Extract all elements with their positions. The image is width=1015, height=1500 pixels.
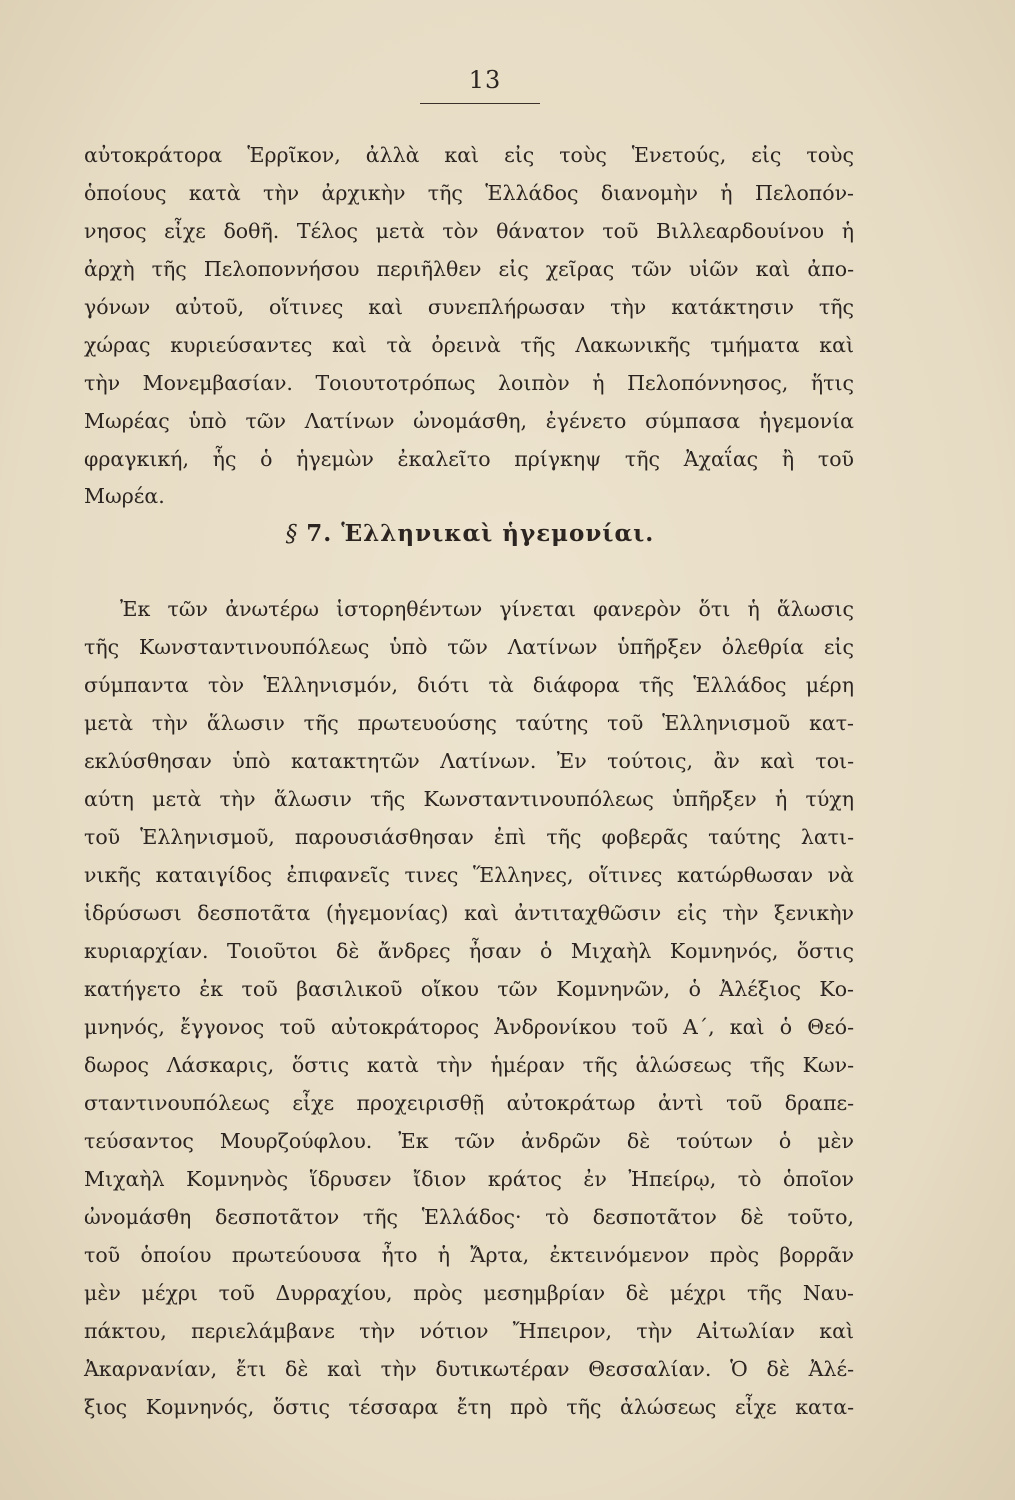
text-line: γόνων αὐτοῦ, οἵτινες καὶ συνεπλήρωσαν τὴν κατάκτησιν τῆς	[84, 295, 854, 319]
text-line: ὠνομάσθη δεσποτᾶτον τῆς Ἑλλάδος· τὸ δεσποτᾶτον δὲ τοῦτο,	[84, 1205, 854, 1229]
text-line: μετὰ τὴν ἅλωσιν τῆς πρωτευούσης ταύτης τοῦ Ἑλληνισμοῦ κατ-	[84, 711, 854, 735]
text-line: κατήγετο ἐκ τοῦ βασιλικοῦ οἴκου τῶν Κομνηνῶν, ὁ Ἀλέξιος Κο-	[84, 977, 854, 1001]
text-line: Μιχαὴλ Κομνηνὸς ἵδρυσεν ἴδιον κράτος ἐν Ἠπείρῳ, τὸ ὁποῖον	[84, 1167, 854, 1191]
text-line: χώρας κυριεύσαντες καὶ τὰ ὀρεινὰ τῆς Λακωνικῆς τμήματα καὶ	[84, 333, 854, 357]
section-heading	[0, 520, 940, 547]
text-line: τοῦ Ἑλληνισμοῦ, παρουσιάσθησαν ἐπὶ τῆς φοβερᾶς ταύτης λατι-	[84, 825, 854, 849]
text-line: σταντινουπόλεως εἶχε προχειρισθῇ αὐτοκράτωρ ἀντὶ τοῦ δραπε-	[84, 1091, 854, 1115]
text-line: Ἀκαρνανίαν, ἔτι δὲ καὶ τὴν δυτικωτέραν Θεσσαλίαν. Ὁ δὲ Ἀλέ-	[84, 1357, 854, 1381]
text-line: ξιος Κομνηνός, ὅστις τέσσαρα ἔτη πρὸ τῆς ἁλώσεως εἶχε κατα-	[84, 1395, 854, 1419]
section-sign: §	[285, 521, 299, 547]
text-line: μὲν μέχρι τοῦ Δυρραχίου, πρὸς μεσημβρίαν δὲ μέχρι τῆς Ναυ-	[84, 1281, 854, 1305]
text-line: τοῦ ὁποίου πρωτεύουσα ἦτο ἡ Ἄρτα, ἐκτεινόμενον πρὸς βορρᾶν	[84, 1243, 854, 1267]
text-line: ἀρχὴ τῆς Πελοποννήσου περιῆλθεν εἰς χεῖρας τῶν υἱῶν καὶ ἀπο-	[84, 257, 854, 281]
text-line: ἱδρύσωσι δεσποτᾶτα (ἡγεμονίας) καὶ ἀντιταχθῶσιν εἰς τὴν ξενικὴν	[84, 901, 854, 925]
section-number: 7.	[306, 520, 333, 547]
text-line: νικῆς καταιγίδος ἐπιφανεῖς τινες Ἕλληνες, οἵτινες κατώρθωσαν νὰ	[84, 863, 854, 887]
text-line: μνηνός, ἔγγονος τοῦ αὐτοκράτορος Ἀνδρονίκου τοῦ Α΄, καὶ ὁ Θεό-	[84, 1015, 854, 1039]
text-line: τὴν Μονεμβασίαν. Τοιουτοτρόπως λοιπὸν ἡ Πελοπόννησος, ἥτις	[84, 371, 854, 395]
text-line: δωρος Λάσκαρις, ὅστις κατὰ τὴν ἡμέραν τῆς ἁλώσεως τῆς Κων-	[84, 1053, 854, 1077]
text-line: τεύσαντος Μουρζούφλου. Ἐκ τῶν ἀνδρῶν δὲ τούτων ὁ μὲν	[84, 1129, 854, 1153]
text-line: Ἐκ τῶν ἀνωτέρω ἱστορηθέντων γίνεται φανερὸν ὅτι ἡ ἅλωσις	[120, 597, 854, 621]
text-line: τῆς Κωνσταντινουπόλεως ὑπὸ τῶν Λατίνων ὑπῆρξεν ὀλεθρία εἰς	[84, 635, 854, 659]
section-title: Ἑλληνικαὶ ἡγεμονίαι.	[341, 520, 655, 547]
text-line: αύτη μετὰ τὴν ἅλωσιν τῆς Κωνσταντινουπόλεως ὑπῆρξεν ἡ τύχη	[84, 787, 854, 811]
text-line: ὁποίους κατὰ τὴν ἀρχικὴν τῆς Ἑλλάδος διανομὴν ἡ Πελοπόν-	[84, 181, 854, 205]
text-line: φραγκική, ἧς ὁ ἡγεμὼν ἐκαλεῖτο πρίγκηψ τῆς Ἀχαΐας ἢ τοῦ	[84, 447, 854, 471]
text-line: αὐτοκράτορα Ἑρρῖκον, ἀλλὰ καὶ εἰς τοὺς Ἑνετούς, εἰς τοὺς	[84, 143, 854, 167]
text-line: Μωρέας ὑπὸ τῶν Λατίνων ὠνομάσθη, ἐγένετο σύμπασα ἡγεμονία	[84, 409, 854, 433]
text-line: νησος εἶχε δοθῆ. Τέλος μετὰ τὸν θάνατον τοῦ Βιλλεαρδουίνου ἡ	[84, 219, 854, 243]
header-rule	[420, 103, 540, 104]
text-line: σύμπαντα τὸν Ἑλληνισμόν, διότι τὰ διάφορα τῆς Ἑλλάδος μέρη	[84, 673, 854, 697]
text-line: Μωρέα.	[84, 484, 165, 508]
text-line: εκλύσθησαν ὑπὸ κατακτητῶν Λατίνων. Ἐν τούτοις, ἂν καὶ τοι-	[84, 749, 854, 773]
text-line: κυριαρχίαν. Τοιοῦτοι δὲ ἄνδρες ἦσαν ὁ Μιχαὴλ Κομνηνός, ὅστις	[84, 939, 854, 963]
text-line: πάκτου, περιελάμβανε τὴν νότιον Ἤπειρον, τὴν Αἰτωλίαν καὶ	[84, 1319, 854, 1343]
page-number: 13	[468, 66, 502, 94]
